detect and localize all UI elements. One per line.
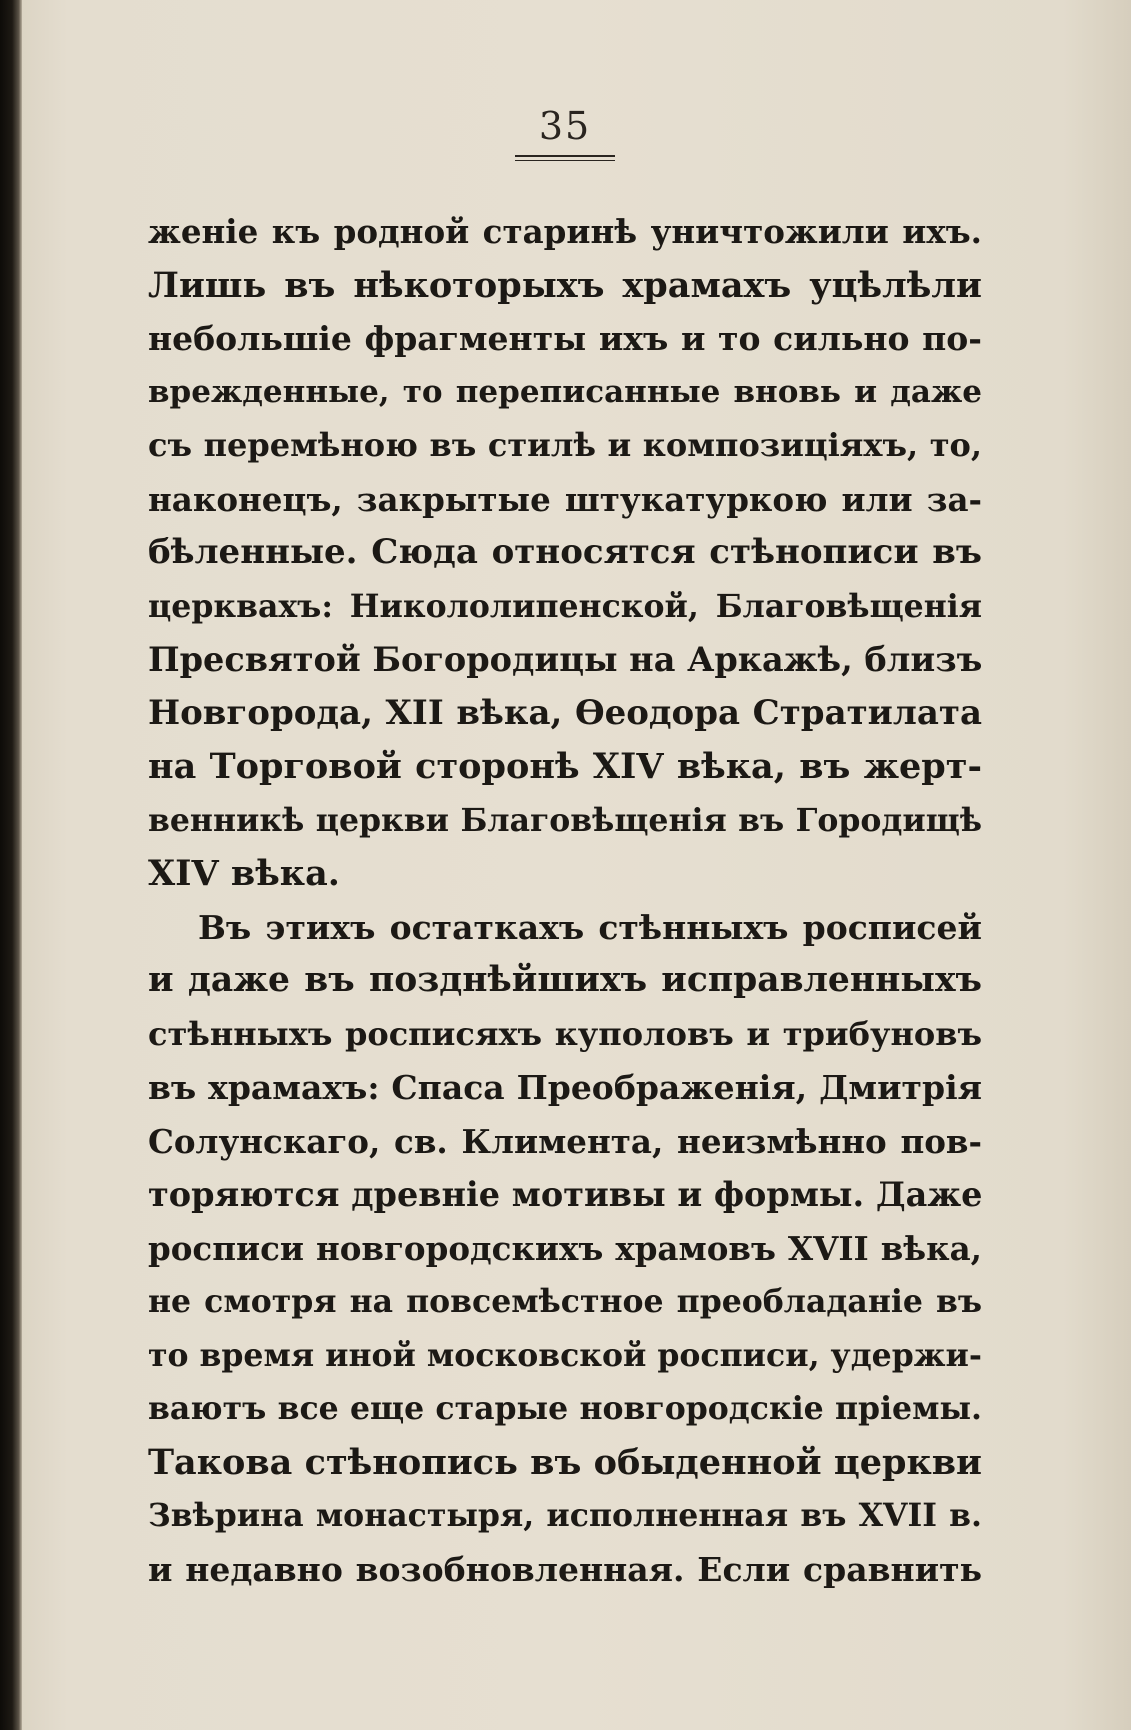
text-line: наконецъ, закрытые штукатуркою или за- (148, 479, 982, 519)
text-line: женіе къ родной старинѣ уничтожили ихъ. (148, 212, 982, 251)
text-line: стѣнныхъ росписяхъ куполовъ и трибуновъ (148, 1014, 982, 1053)
text-line: небольшіе фрагменты ихъ и то сильно по- (148, 319, 982, 358)
text-line: Пресвятой Богородицы на Аркажѣ, близъ (148, 640, 982, 679)
paragraph-2 (148, 901, 982, 1597)
text-line: Солунскаго, св. Климента, неизмѣнно пов- (148, 1121, 982, 1161)
paragraph-1 (148, 205, 982, 901)
text-line: росписи новгородскихъ храмовъ XVII вѣка, (148, 1228, 982, 1268)
header-rule-thick (515, 155, 615, 157)
page-header (515, 103, 615, 161)
text-line: торяются древніе мотивы и формы. Даже (148, 1175, 982, 1214)
text-line: то время иной московской росписи, удержи- (148, 1336, 982, 1374)
text-line: Новгорода, XII вѣка, Ѳеодора Стратилата (148, 692, 982, 733)
text-line: XIV вѣка. (148, 853, 340, 894)
text-line: церквахъ: Никололипенской, Благовѣщенія (148, 587, 982, 625)
text-line: и даже въ позднѣйшихъ исправленныхъ (148, 960, 982, 1000)
text-line: въ храмахъ: Спаса Преображенія, Дмитрія (148, 1068, 982, 1107)
text-line: Лишь въ нѣкоторыхъ храмахъ уцѣлѣли (148, 264, 982, 306)
page-number: 35 (538, 104, 592, 148)
text-line: Звѣрина монастыря, исполненная въ XVII в. (148, 1497, 982, 1534)
header-rule-thin (515, 160, 615, 161)
text-line: съ перемѣною въ стилѣ и композиціяхъ, то, (148, 426, 982, 464)
text-line: бѣленные. Сюда относятся стѣнописи въ (148, 532, 982, 572)
text-line: и недавно возобновленная. Если сравнить (148, 1549, 982, 1589)
book-spine-shadow (0, 0, 22, 1730)
text-line: врежденные, то переписанные вновь и даже (148, 373, 982, 410)
text-line: не смотря на повсемѣстное преобладаніе въ (148, 1283, 982, 1320)
text-line: Такова стѣнопись въ обыденной церкви (148, 1441, 982, 1483)
text-line: ваютъ все еще старые новгородскіе пріемы. (148, 1390, 982, 1427)
text-line: Въ этихъ остаткахъ стѣнныхъ росписей (198, 907, 982, 947)
text-line: венникѣ церкви Благовѣщенія въ Городищѣ (148, 801, 982, 839)
text-line: на Торговой сторонѣ XIV вѣка, въ жерт- (148, 746, 982, 787)
body-text (148, 205, 982, 1596)
